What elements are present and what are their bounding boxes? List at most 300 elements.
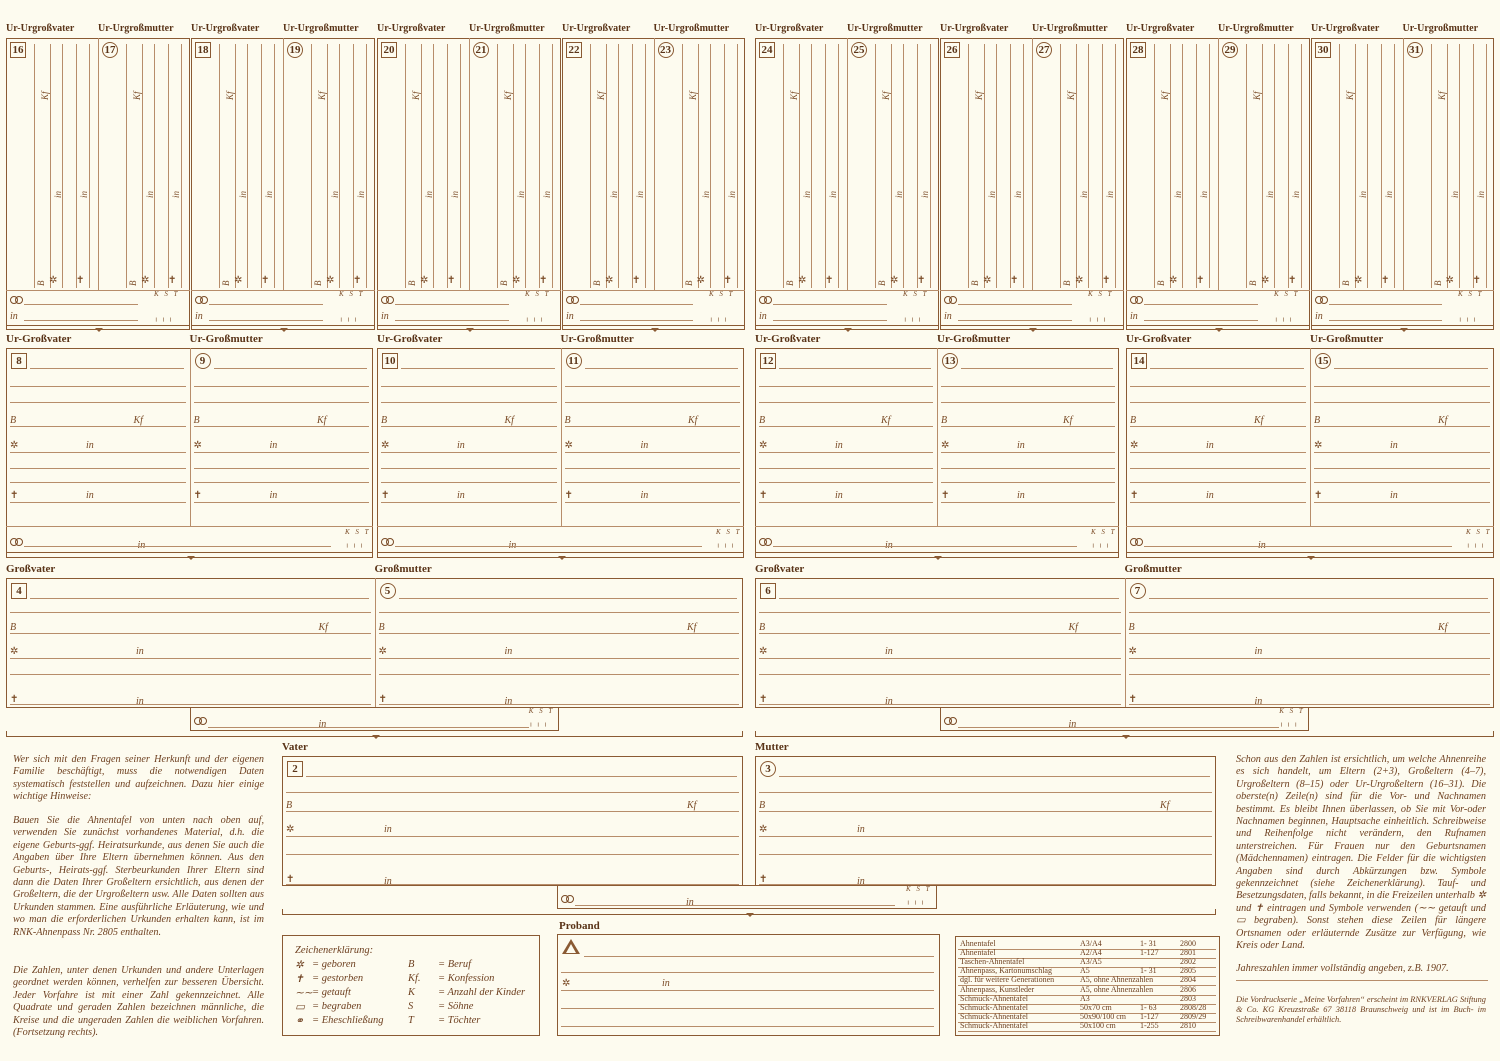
- entry-line-vertical[interactable]: [1339, 44, 1340, 288]
- kf-label: Kf: [1160, 800, 1170, 811]
- kf-label: Kf: [1066, 91, 1076, 100]
- entry-line[interactable]: [10, 402, 186, 403]
- marriage-rings-icon: [381, 538, 395, 546]
- card-divider[interactable]: [469, 38, 470, 290]
- entry-line[interactable]: [209, 304, 323, 305]
- entry-line[interactable]: [401, 368, 555, 369]
- header-ur-urgrossmutter: Ur-Urgroßmutter: [98, 23, 174, 34]
- entry-line[interactable]: [1314, 482, 1490, 483]
- connector-tip: [1307, 556, 1315, 560]
- entry-line[interactable]: [565, 468, 741, 469]
- entry-line[interactable]: [379, 612, 740, 613]
- born-icon: ✲: [759, 440, 768, 451]
- product-cell-no: 2802: [1180, 957, 1196, 967]
- entry-line-vertical[interactable]: [1154, 44, 1155, 288]
- entry-line-vertical[interactable]: [1209, 44, 1210, 288]
- entry-line[interactable]: [773, 320, 887, 321]
- entry-line[interactable]: [286, 811, 739, 812]
- entry-line-vertical[interactable]: [996, 44, 997, 288]
- entry-line[interactable]: [1314, 452, 1490, 453]
- connector-tip: [558, 556, 566, 560]
- entry-line[interactable]: [1130, 502, 1306, 503]
- card-separator[interactable]: [1126, 526, 1494, 527]
- legend-text: = gestorben: [312, 973, 364, 984]
- entry-line-vertical[interactable]: [1023, 44, 1024, 288]
- entry-line[interactable]: [759, 811, 1212, 812]
- entry-line[interactable]: [1144, 304, 1258, 305]
- entry-line-vertical[interactable]: [968, 44, 969, 288]
- in-label: in: [516, 190, 526, 198]
- entry-line-vertical[interactable]: [1288, 44, 1289, 288]
- entry-line[interactable]: [1334, 368, 1488, 369]
- entry-line-vertical[interactable]: [447, 44, 448, 288]
- entry-line-vertical[interactable]: [825, 44, 826, 288]
- entry-line-vertical[interactable]: [645, 44, 646, 288]
- died-icon: ✝: [10, 490, 19, 501]
- kf-label: Kf: [411, 91, 421, 100]
- entry-line[interactable]: [10, 452, 186, 453]
- entry-line[interactable]: [1144, 320, 1258, 321]
- entry-line[interactable]: [773, 304, 887, 305]
- entry-line-vertical[interactable]: [917, 44, 918, 288]
- entry-line[interactable]: [194, 426, 370, 427]
- entry-line[interactable]: [209, 320, 323, 321]
- entry-line[interactable]: [1314, 426, 1490, 427]
- entry-line[interactable]: [941, 502, 1115, 503]
- entry-line[interactable]: [286, 854, 739, 855]
- header-ur-grossmutter: Ur-Großmutter: [937, 333, 1011, 345]
- entry-line[interactable]: [1329, 304, 1442, 305]
- entry-line[interactable]: [30, 598, 369, 599]
- entry-line[interactable]: [759, 633, 1121, 634]
- entry-line-vertical[interactable]: [235, 44, 236, 288]
- entry-line-vertical[interactable]: [1170, 44, 1171, 288]
- entry-line-vertical[interactable]: [1381, 44, 1382, 288]
- entry-line-vertical[interactable]: [168, 44, 169, 288]
- entry-line-vertical[interactable]: [1196, 44, 1197, 288]
- b-label: B: [36, 280, 46, 286]
- entry-line[interactable]: [1314, 468, 1490, 469]
- died-icon: ✝: [1102, 275, 1111, 286]
- entry-line[interactable]: [381, 386, 557, 387]
- entry-line[interactable]: [759, 674, 1121, 675]
- kst-entry-marks: ╷╷╷: [1274, 314, 1296, 322]
- header-ur-urgrossmutter: Ur-Urgroßmutter: [847, 23, 923, 34]
- entry-line[interactable]: [585, 368, 739, 369]
- entry-line[interactable]: [565, 502, 741, 503]
- legend-symbol: ✲: [295, 960, 304, 971]
- entry-line-vertical[interactable]: [247, 44, 248, 288]
- entry-line[interactable]: [759, 426, 933, 427]
- entry-line[interactable]: [24, 304, 138, 305]
- entry-line-vertical[interactable]: [1447, 44, 1448, 288]
- entry-line[interactable]: [194, 482, 370, 483]
- entry-line-vertical[interactable]: [984, 44, 985, 288]
- entry-line-vertical[interactable]: [903, 44, 904, 288]
- entry-line[interactable]: [565, 402, 741, 403]
- kf-label: Kf: [1438, 415, 1448, 426]
- entry-line[interactable]: [941, 386, 1115, 387]
- entry-line[interactable]: [24, 546, 331, 547]
- kf-label: Kf: [596, 91, 606, 100]
- entry-line-vertical[interactable]: [50, 44, 51, 288]
- entry-line-vertical[interactable]: [1182, 44, 1183, 288]
- entry-line[interactable]: [759, 386, 933, 387]
- card-divider[interactable]: [1310, 348, 1311, 526]
- died-icon: ✝: [941, 490, 950, 501]
- entry-line[interactable]: [565, 482, 741, 483]
- born-icon: ✲: [420, 275, 429, 286]
- entry-line-vertical[interactable]: [1431, 44, 1432, 288]
- entry-line[interactable]: [565, 426, 741, 427]
- entry-line-vertical[interactable]: [89, 44, 90, 288]
- entry-line[interactable]: [561, 1008, 934, 1009]
- entry-line-vertical[interactable]: [737, 44, 738, 288]
- entry-line[interactable]: [759, 658, 1121, 659]
- entry-line-vertical[interactable]: [1274, 44, 1275, 288]
- entry-line[interactable]: [381, 452, 557, 453]
- died-icon: ✝: [1010, 275, 1019, 286]
- card-divider[interactable]: [1218, 38, 1219, 290]
- card-divider[interactable]: [847, 38, 848, 290]
- entry-line-vertical[interactable]: [154, 44, 155, 288]
- entry-line[interactable]: [941, 452, 1115, 453]
- card-separator[interactable]: [755, 526, 1119, 527]
- b-label: B: [1130, 415, 1137, 426]
- entry-line-vertical[interactable]: [838, 44, 839, 288]
- entry-line[interactable]: [1144, 546, 1452, 547]
- entry-line-vertical[interactable]: [1486, 44, 1487, 288]
- card-divider[interactable]: [375, 578, 376, 708]
- entry-line[interactable]: [395, 546, 702, 547]
- entry-line-vertical[interactable]: [433, 44, 434, 288]
- entry-line[interactable]: [30, 368, 184, 369]
- in-label: in: [1315, 311, 1323, 322]
- entry-line[interactable]: [10, 386, 186, 387]
- entry-line-vertical[interactable]: [181, 44, 182, 288]
- connector-tip: [1029, 328, 1037, 332]
- entry-line-vertical[interactable]: [1010, 44, 1011, 288]
- entry-line[interactable]: [580, 320, 693, 321]
- entry-line[interactable]: [561, 990, 934, 991]
- entry-line[interactable]: [399, 598, 738, 599]
- product-cell-no: 2810: [1180, 1020, 1196, 1030]
- entry-line[interactable]: [1130, 426, 1306, 427]
- entry-line-vertical[interactable]: [366, 44, 367, 288]
- entry-line[interactable]: [1150, 368, 1304, 369]
- header-grossmutter: Großmutter: [374, 563, 432, 575]
- entry-line[interactable]: [958, 320, 1072, 321]
- card-separator[interactable]: [6, 526, 373, 527]
- entry-line-vertical[interactable]: [34, 44, 35, 288]
- entry-line-vertical[interactable]: [710, 44, 711, 288]
- entry-line[interactable]: [759, 836, 1212, 837]
- born-icon: ✲: [193, 440, 202, 451]
- entry-line[interactable]: [1149, 598, 1489, 599]
- entry-line[interactable]: [759, 502, 933, 503]
- entry-line[interactable]: [194, 468, 370, 469]
- entry-line-vertical[interactable]: [62, 44, 63, 288]
- entry-line[interactable]: [194, 402, 370, 403]
- entry-line-vertical[interactable]: [891, 44, 892, 288]
- entry-line-vertical[interactable]: [1394, 44, 1395, 288]
- entry-line[interactable]: [24, 320, 138, 321]
- entry-line[interactable]: [1129, 658, 1491, 659]
- entry-line[interactable]: [941, 482, 1115, 483]
- entry-line-vertical[interactable]: [799, 44, 800, 288]
- born-icon: ✲: [562, 978, 571, 989]
- entry-line[interactable]: [941, 468, 1115, 469]
- died-icon: ✝: [564, 490, 573, 501]
- card-divider[interactable]: [283, 38, 284, 290]
- entry-line-vertical[interactable]: [618, 44, 619, 288]
- card-separator[interactable]: [377, 526, 744, 527]
- entry-line[interactable]: [759, 482, 933, 483]
- entry-line[interactable]: [759, 854, 1212, 855]
- kst-label: K S T: [1458, 290, 1484, 298]
- header-mutter: Mutter: [755, 741, 789, 753]
- product-cell-size: A3/A4: [1080, 939, 1102, 948]
- entry-line-vertical[interactable]: [76, 44, 77, 288]
- marriage-rings-icon: [561, 895, 575, 903]
- legend-symbol: ✝: [295, 974, 304, 985]
- kst-label: K S T: [906, 885, 932, 893]
- b-label: B: [381, 415, 388, 426]
- entry-line[interactable]: [381, 482, 557, 483]
- female-ancestor-number: 19: [287, 42, 303, 58]
- product-cell-name: Ahnenpass, Kartonumschlag: [960, 966, 1052, 976]
- entry-line[interactable]: [381, 468, 557, 469]
- entry-line-vertical[interactable]: [1060, 44, 1061, 288]
- entry-line[interactable]: [379, 658, 740, 659]
- product-cell-name: Schmuck-Ahnentafel: [960, 1002, 1028, 1012]
- entry-line[interactable]: [1130, 386, 1306, 387]
- female-ancestor-number: 9: [195, 353, 211, 369]
- entry-line[interactable]: [759, 452, 933, 453]
- kf-label: Kf: [317, 415, 327, 426]
- born-icon: ✲: [1075, 275, 1084, 286]
- entry-line[interactable]: [580, 304, 693, 305]
- in-label: in: [1105, 190, 1115, 198]
- entry-line-vertical[interactable]: [783, 44, 784, 288]
- entry-line-vertical[interactable]: [525, 44, 526, 288]
- card-divider[interactable]: [561, 348, 562, 526]
- entry-line[interactable]: [1329, 320, 1442, 321]
- divider[interactable]: [1236, 980, 1488, 981]
- entry-line-vertical[interactable]: [353, 44, 354, 288]
- entry-line[interactable]: [214, 368, 368, 369]
- card-divider[interactable]: [1032, 38, 1033, 290]
- entry-line[interactable]: [379, 633, 740, 634]
- entry-line[interactable]: [958, 727, 1280, 728]
- entry-line-vertical[interactable]: [1355, 44, 1356, 288]
- table-rule[interactable]: [958, 1031, 1216, 1032]
- died-icon: ✝: [447, 275, 456, 286]
- entry-line-vertical[interactable]: [632, 44, 633, 288]
- connector-tip: [934, 556, 942, 560]
- entry-line[interactable]: [1314, 402, 1490, 403]
- entry-line[interactable]: [381, 502, 557, 503]
- product-cell-name: Ahnentafel: [960, 948, 996, 958]
- entry-line[interactable]: [194, 452, 370, 453]
- entry-line[interactable]: [286, 792, 739, 793]
- card-divider[interactable]: [1125, 578, 1126, 708]
- entry-line-vertical[interactable]: [261, 44, 262, 288]
- in-label: in: [1017, 490, 1025, 501]
- entry-line[interactable]: [194, 386, 370, 387]
- entry-line-vertical[interactable]: [219, 44, 220, 288]
- entry-line[interactable]: [381, 402, 557, 403]
- entry-line-vertical[interactable]: [1301, 44, 1302, 288]
- entry-line[interactable]: [10, 704, 371, 705]
- entry-line[interactable]: [1129, 612, 1491, 613]
- entry-line[interactable]: [759, 612, 1121, 613]
- entry-line-vertical[interactable]: [930, 44, 931, 288]
- entry-line-vertical[interactable]: [460, 44, 461, 288]
- entry-line[interactable]: [941, 426, 1115, 427]
- entry-line[interactable]: [565, 452, 741, 453]
- b-label: B: [564, 415, 571, 426]
- entry-line-vertical[interactable]: [698, 44, 699, 288]
- entry-line-vertical[interactable]: [539, 44, 540, 288]
- entry-line-vertical[interactable]: [1076, 44, 1077, 288]
- entry-line[interactable]: [958, 304, 1072, 305]
- entry-line[interactable]: [1130, 482, 1306, 483]
- header-grossvater: Großvater: [6, 563, 56, 575]
- entry-line-vertical[interactable]: [682, 44, 683, 288]
- entry-line-vertical[interactable]: [1088, 44, 1089, 288]
- marriage-rings-icon: [566, 296, 580, 304]
- in-label: in: [635, 190, 645, 198]
- entry-line[interactable]: [1130, 468, 1306, 469]
- product-cell-name: Schmuck-Ahnentafel: [960, 1020, 1028, 1030]
- in-label: in: [508, 540, 517, 551]
- entry-line[interactable]: [381, 426, 557, 427]
- entry-line[interactable]: [10, 468, 186, 469]
- entry-line[interactable]: [395, 320, 509, 321]
- product-cell-no: 2808/28: [1180, 1002, 1207, 1012]
- entry-line[interactable]: [194, 502, 370, 503]
- entry-line[interactable]: [1130, 402, 1306, 403]
- entry-line[interactable]: [306, 776, 737, 777]
- kst-entry-marks: ╷╷╷: [709, 314, 731, 322]
- male-ancestor-number: 8: [11, 353, 27, 369]
- marriage-rings-icon: [10, 538, 24, 546]
- entry-line-vertical[interactable]: [606, 44, 607, 288]
- entry-line-vertical[interactable]: [724, 44, 725, 288]
- entry-line-vertical[interactable]: [274, 44, 275, 288]
- entry-line-vertical[interactable]: [552, 44, 553, 288]
- entry-line[interactable]: [286, 836, 739, 837]
- in-label: in: [1254, 646, 1263, 657]
- in-label: in: [726, 190, 737, 198]
- entry-line[interactable]: [10, 658, 371, 659]
- entry-line-vertical[interactable]: [142, 44, 143, 288]
- marriage-rings-icon: [10, 296, 24, 304]
- died-icon: ✝: [1128, 694, 1137, 705]
- entry-line-vertical[interactable]: [1473, 44, 1474, 288]
- marriage-rings-icon: [944, 296, 958, 304]
- entry-line-vertical[interactable]: [1367, 44, 1368, 288]
- entry-line[interactable]: [1129, 674, 1491, 675]
- entry-line[interactable]: [1314, 502, 1490, 503]
- entry-line[interactable]: [584, 956, 934, 957]
- entry-line-vertical[interactable]: [497, 44, 498, 288]
- entry-line-vertical[interactable]: [126, 44, 127, 288]
- legend-symbol: Kf.: [408, 973, 421, 984]
- entry-line-vertical[interactable]: [327, 44, 328, 288]
- entry-line[interactable]: [10, 612, 371, 613]
- entry-line[interactable]: [575, 905, 895, 906]
- entry-line[interactable]: [759, 402, 933, 403]
- entry-line[interactable]: [759, 704, 1121, 705]
- entry-line[interactable]: [379, 704, 740, 705]
- header-ur-urgrossvater: Ur-Urgroßvater: [562, 23, 631, 34]
- entry-line-vertical[interactable]: [875, 44, 876, 288]
- entry-line-vertical[interactable]: [421, 44, 422, 288]
- entry-line[interactable]: [1129, 704, 1491, 705]
- entry-line[interactable]: [208, 727, 529, 728]
- entry-line-vertical[interactable]: [311, 44, 312, 288]
- card-divider[interactable]: [937, 348, 938, 526]
- entry-line-vertical[interactable]: [1102, 44, 1103, 288]
- in-label: in: [136, 696, 144, 707]
- entry-line[interactable]: [379, 674, 740, 675]
- entry-line[interactable]: [1130, 452, 1306, 453]
- header-ur-urgrossmutter: Ur-Urgroßmutter: [1032, 23, 1108, 34]
- entry-line[interactable]: [395, 304, 509, 305]
- entry-line[interactable]: [961, 368, 1113, 369]
- entry-line[interactable]: [941, 402, 1115, 403]
- entry-line[interactable]: [10, 482, 186, 483]
- entry-line-vertical[interactable]: [405, 44, 406, 288]
- entry-line-vertical[interactable]: [1246, 44, 1247, 288]
- entry-line[interactable]: [561, 1026, 934, 1027]
- card-divider[interactable]: [1403, 38, 1404, 290]
- entry-line-vertical[interactable]: [1262, 44, 1263, 288]
- b-label: B: [1248, 280, 1258, 286]
- connector-tip: [280, 328, 288, 332]
- entry-line-vertical[interactable]: [1459, 44, 1460, 288]
- in-label: in: [700, 190, 711, 198]
- entry-line[interactable]: [779, 598, 1119, 599]
- card-divider[interactable]: [190, 348, 191, 526]
- entry-line[interactable]: [10, 502, 186, 503]
- legend-symbol: ▭: [295, 1002, 305, 1013]
- entry-line-vertical[interactable]: [590, 44, 591, 288]
- entry-line-vertical[interactable]: [513, 44, 514, 288]
- entry-line[interactable]: [10, 674, 371, 675]
- card-divider[interactable]: [98, 38, 99, 290]
- entry-line[interactable]: [561, 972, 934, 973]
- entry-line[interactable]: [779, 776, 1210, 777]
- entry-line[interactable]: [10, 633, 371, 634]
- entry-line[interactable]: [759, 468, 933, 469]
- entry-line[interactable]: [1129, 633, 1491, 634]
- entry-line-vertical[interactable]: [339, 44, 340, 288]
- entry-line[interactable]: [773, 546, 1077, 547]
- in-label: in: [10, 311, 18, 322]
- entry-line[interactable]: [1314, 386, 1490, 387]
- died-icon: ✝: [1288, 275, 1297, 286]
- entry-line[interactable]: [565, 386, 741, 387]
- card-divider[interactable]: [654, 38, 655, 290]
- entry-line[interactable]: [10, 426, 186, 427]
- entry-line[interactable]: [759, 792, 1212, 793]
- entry-line-vertical[interactable]: [1115, 44, 1116, 288]
- entry-line[interactable]: [779, 368, 931, 369]
- entry-line-vertical[interactable]: [811, 44, 812, 288]
